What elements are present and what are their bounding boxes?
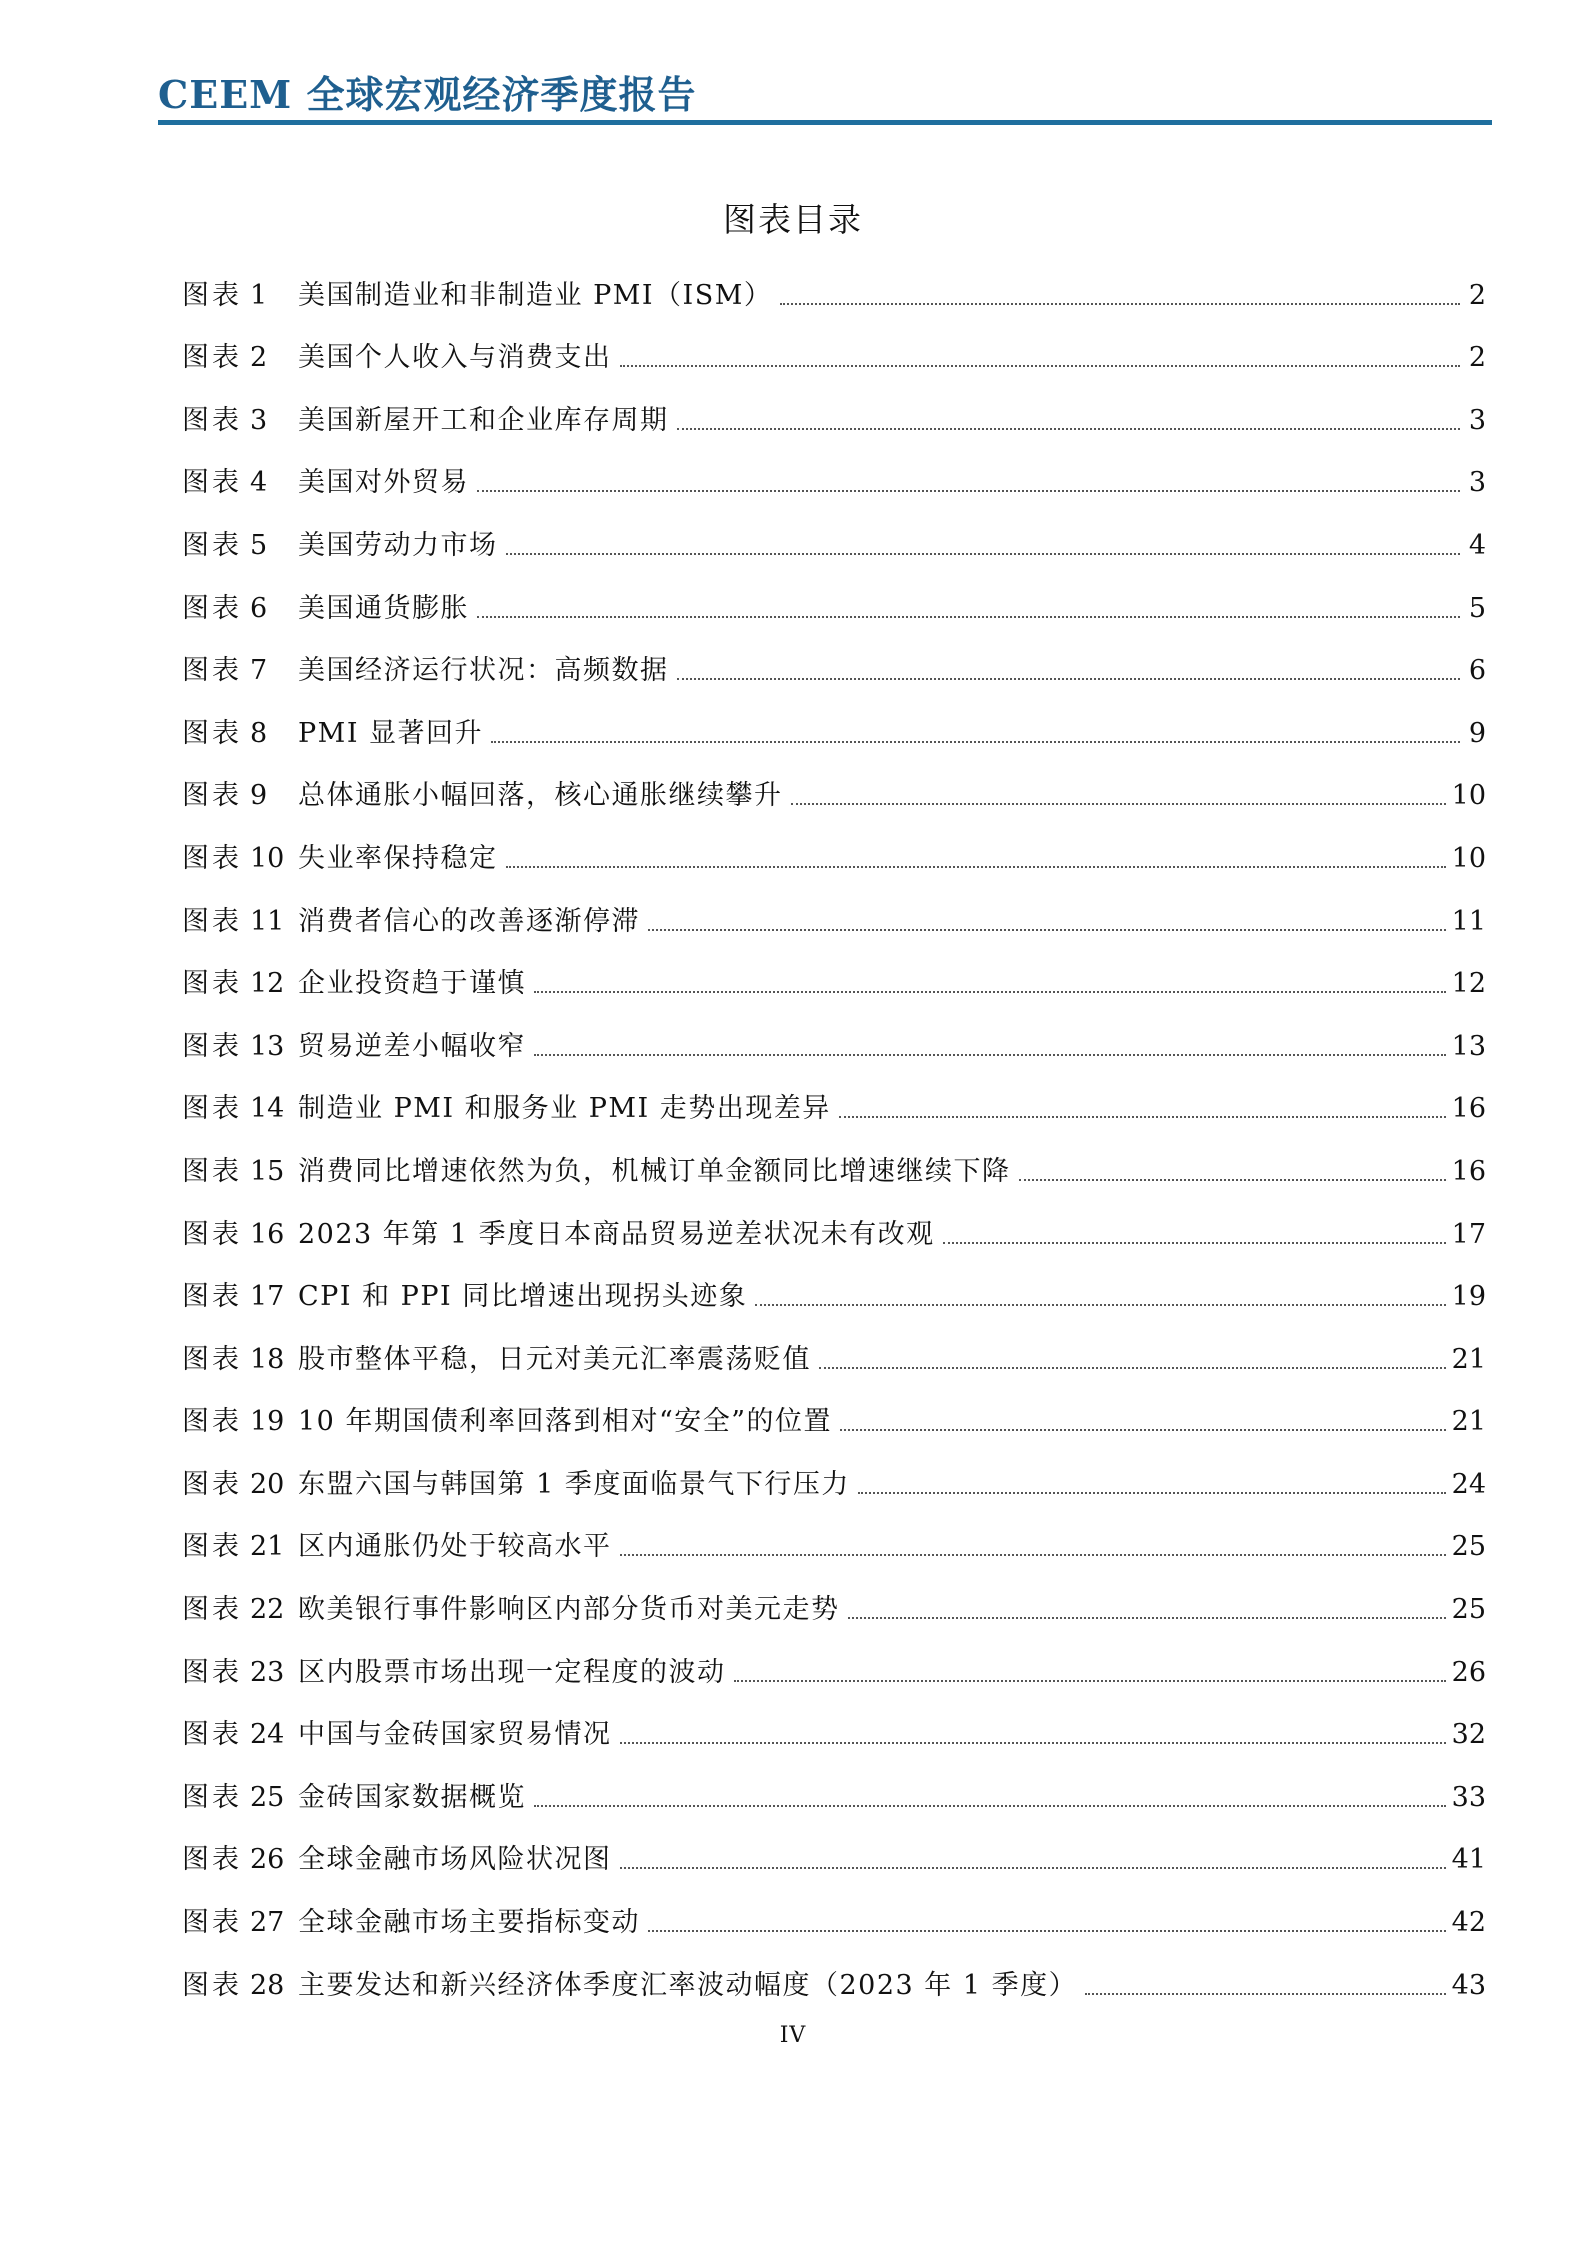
entry-title: 欧美银行事件影响区内部分货币对美元走势 [298,1594,840,1626]
report-header [158,62,1492,125]
entry-label: 图表 [182,529,242,561]
entry-title: 贸易逆差小幅收窄 [298,1030,526,1062]
entry-page: 16 [1451,1093,1486,1125]
entry-page: 10 [1451,780,1486,812]
dot-leader [848,1616,1446,1619]
dot-leader [506,552,1461,555]
entry-title: PMI 显著回升 [298,717,484,749]
entry-number: 18 [250,1343,285,1375]
entry-number: 8 [250,717,268,749]
toc-entry[interactable] [182,1064,1486,1127]
toc-entry[interactable] [182,1877,1486,1940]
dot-leader [1019,1178,1446,1181]
entry-page: 3 [1468,404,1486,436]
entry-label: 图表 [182,842,242,874]
entry-title: 美国新屋开工和企业库存周期 [298,404,669,436]
entry-label: 图表 [182,968,242,1000]
entry-title: 美国经济运行状况：高频数据 [298,655,669,687]
entry-title: 总体通胀小幅回落，核心通胀继续攀升 [298,780,783,812]
entry-page: 5 [1468,592,1486,624]
toc-entry[interactable] [182,375,1486,438]
entry-label: 图表 [182,717,242,749]
entry-title: 中国与金砖国家贸易情况 [298,1719,612,1751]
table-of-figures [182,250,1486,2003]
dot-leader [677,427,1461,430]
entry-page: 43 [1451,1969,1486,2001]
entry-page: 11 [1451,905,1486,937]
entry-title: 区内通胀仍处于较高水平 [298,1531,612,1563]
entry-number: 20 [250,1468,285,1500]
entry-number: 17 [250,1281,285,1313]
entry-title: 企业投资趋于谨慎 [298,968,526,1000]
entry-title: 主要发达和新兴经济体季度汇率波动幅度（2023 年 1 季度） [298,1969,1078,2001]
toc-entry[interactable] [182,250,1486,313]
entry-title: 区内股票市场出现一定程度的波动 [298,1656,726,1688]
entry-label: 图表 [182,279,242,311]
entry-title: 消费同比增速依然为负，机械订单金额同比增速继续下降 [298,1155,1011,1187]
entry-label: 图表 [182,1093,242,1125]
entry-number: 16 [250,1218,285,1250]
entry-title: 美国对外贸易 [298,467,469,499]
entry-number: 19 [250,1406,285,1438]
entry-page: 26 [1451,1656,1486,1688]
dot-leader [1085,1992,1446,1995]
entry-label: 图表 [182,1969,242,2001]
entry-title: 2023 年第 1 季度日本商品贸易逆差状况未有改观 [298,1218,935,1250]
entry-title: 美国制造业和非制造业 PMI（ISM） [298,279,773,311]
entry-number: 7 [250,655,268,687]
entry-title: CPI 和 PPI 同比增速出现拐头迹象 [298,1281,748,1313]
entry-page: 41 [1451,1844,1486,1876]
entry-label: 图表 [182,1281,242,1313]
entry-page: 9 [1468,717,1486,749]
entry-page: 19 [1451,1281,1486,1313]
entry-page: 6 [1468,655,1486,687]
report-title: CEEM 全球宏观经济季度报告 [158,72,697,117]
entry-label: 图表 [182,1594,242,1626]
toc-entry[interactable] [182,1752,1486,1815]
entry-number: 28 [250,1969,285,2001]
entry-page: 33 [1451,1781,1486,1813]
entry-page: 21 [1451,1406,1486,1438]
dot-leader [534,990,1446,993]
toc-entry[interactable] [182,813,1486,876]
toc-entry[interactable] [182,1815,1486,1878]
entry-number: 22 [250,1594,285,1626]
entry-page: 2 [1468,342,1486,374]
entry-page: 32 [1451,1719,1486,1751]
dot-leader [620,1741,1446,1744]
entry-label: 图表 [182,467,242,499]
dot-leader [477,489,1460,492]
entry-number: 27 [250,1907,285,1939]
entry-number: 9 [250,780,268,812]
entry-number: 26 [250,1844,285,1876]
toc-entry[interactable] [182,751,1486,814]
toc-entry[interactable] [182,1377,1486,1440]
dot-leader [780,302,1460,305]
entry-page: 13 [1451,1030,1486,1062]
entry-label: 图表 [182,780,242,812]
entry-title: 股市整体平稳，日元对美元汇率震荡贬值 [298,1343,811,1375]
entry-title: 消费者信心的改善逐渐停滞 [298,905,640,937]
entry-page: 24 [1451,1468,1486,1500]
entry-label: 图表 [182,1531,242,1563]
entry-number: 15 [250,1155,285,1187]
entry-label: 图表 [182,1155,242,1187]
toc-entry[interactable] [182,1252,1486,1315]
entry-label: 图表 [182,1406,242,1438]
entry-title: 制造业 PMI 和服务业 PMI 走势出现差异 [298,1093,831,1125]
entry-label: 图表 [182,1343,242,1375]
entry-page: 21 [1451,1343,1486,1375]
entry-title: 全球金融市场主要指标变动 [298,1907,640,1939]
entry-page: 12 [1451,968,1486,1000]
entry-page: 3 [1468,467,1486,499]
toc-entry[interactable] [182,1690,1486,1753]
entry-number: 13 [250,1030,285,1062]
entry-label: 图表 [182,1656,242,1688]
entry-number: 4 [250,467,268,499]
toc-entry[interactable] [182,876,1486,939]
toc-entry[interactable] [182,500,1486,563]
entry-title: 美国通货膨胀 [298,592,469,624]
page-number: IV [779,2023,807,2048]
entry-number: 1 [250,279,268,311]
entry-page: 4 [1468,529,1486,561]
entry-number: 25 [250,1781,285,1813]
toc-entry[interactable] [182,1564,1486,1627]
toc-entry[interactable] [182,939,1486,1002]
toc-entry[interactable] [182,1439,1486,1502]
dot-leader [648,928,1446,931]
dot-leader [620,364,1461,367]
dot-leader [477,615,1460,618]
entry-label: 图表 [182,1719,242,1751]
toc-entry[interactable] [182,1940,1486,2003]
dot-leader [839,1115,1446,1118]
entry-title: 美国劳动力市场 [298,529,498,561]
entry-label: 图表 [182,655,242,687]
entry-title: 美国个人收入与消费支出 [298,342,612,374]
entry-number: 12 [250,968,285,1000]
entry-number: 21 [250,1531,285,1563]
dot-leader [755,1303,1445,1306]
entry-number: 3 [250,404,268,436]
toc-entry[interactable] [182,1126,1486,1189]
dot-leader [858,1491,1446,1494]
entry-title: 金砖国家数据概览 [298,1781,526,1813]
entry-number: 14 [250,1093,285,1125]
toc-entry[interactable] [182,1189,1486,1252]
entry-page: 16 [1451,1155,1486,1187]
entry-label: 图表 [182,1030,242,1062]
dot-leader [648,1929,1446,1932]
entry-number: 2 [250,342,268,374]
dot-leader [819,1366,1446,1369]
dot-leader [943,1241,1446,1244]
toc-entry[interactable] [182,313,1486,376]
entry-label: 图表 [182,1468,242,1500]
dot-leader [791,802,1446,805]
toc-entry[interactable] [182,626,1486,689]
toc-entry[interactable] [182,1627,1486,1690]
entry-page: 25 [1451,1594,1486,1626]
entry-title: 10 年期国债利率回落到相对“安全”的位置 [298,1406,833,1438]
entry-number: 23 [250,1656,285,1688]
entry-number: 11 [250,905,285,937]
entry-label: 图表 [182,404,242,436]
dot-leader [491,740,1460,743]
entry-title: 全球金融市场风险状况图 [298,1844,612,1876]
entry-label: 图表 [182,592,242,624]
entry-page: 17 [1451,1218,1486,1250]
entry-page: 25 [1451,1531,1486,1563]
entry-label: 图表 [182,905,242,937]
entry-number: 24 [250,1719,285,1751]
dot-leader [506,865,1446,868]
dot-leader [620,1866,1446,1869]
dot-leader [734,1679,1446,1682]
entry-label: 图表 [182,1907,242,1939]
entry-title: 东盟六国与韩国第 1 季度面临景气下行压力 [298,1468,850,1500]
entry-label: 图表 [182,1844,242,1876]
dot-leader [677,677,1461,680]
entry-number: 6 [250,592,268,624]
toc-entry[interactable] [182,438,1486,501]
dot-leader [620,1553,1446,1556]
dot-leader [840,1428,1446,1431]
entry-page: 42 [1451,1907,1486,1939]
entry-number: 5 [250,529,268,561]
dot-leader [534,1804,1446,1807]
dot-leader [534,1053,1446,1056]
entry-label: 图表 [182,1218,242,1250]
toc-entry[interactable] [182,563,1486,626]
toc-heading: 图表目录 [723,200,863,239]
entry-title: 失业率保持稳定 [298,842,498,874]
toc-entry[interactable] [182,1314,1486,1377]
entry-page: 2 [1468,279,1486,311]
entry-label: 图表 [182,342,242,374]
toc-entry[interactable] [182,1502,1486,1565]
entry-label: 图表 [182,1781,242,1813]
toc-entry[interactable] [182,1001,1486,1064]
toc-entry[interactable] [182,688,1486,751]
entry-page: 10 [1451,842,1486,874]
entry-number: 10 [250,842,285,874]
